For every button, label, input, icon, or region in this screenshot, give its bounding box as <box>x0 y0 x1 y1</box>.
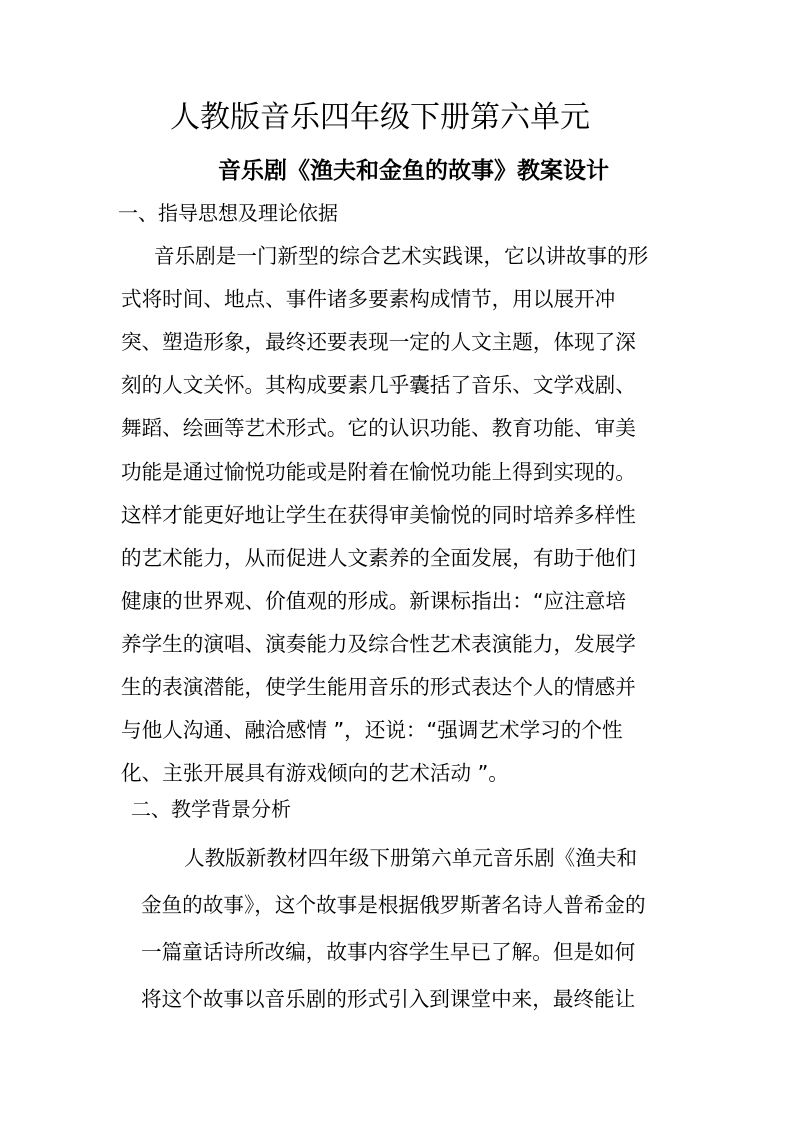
paragraph-line: 音乐剧是一门新型的综合艺术实践课，它以讲故事的形 <box>154 244 649 268</box>
paragraph-line: 与他人沟通、融洽感情 ”，还说：“强调艺术学习的个性 <box>121 718 623 743</box>
paragraph-line: 养学生的演唱、演奏能力及综合性艺术表演能力，发展学 <box>121 631 636 656</box>
paragraph-line: 人教版新教材四年级下册第六单元音乐剧《渔夫和 <box>184 846 638 870</box>
paragraph-line: 刻的人文关怀。其构成要素几乎囊括了音乐、文学戏剧、 <box>121 373 636 398</box>
paragraph-line: 功能是通过愉悦功能或是附着在愉悦功能上得到实现的。 <box>121 459 636 484</box>
paragraph-line: 化、主张开展具有游戏倾向的艺术活动 ”。 <box>121 761 509 786</box>
paragraph-line: 健康的世界观、价值观的形成。新课标指出：“应注意培 <box>121 588 626 613</box>
paragraph-line: 生的表演潜能，使学生能用音乐的形式表达个人的情感并 <box>121 675 636 699</box>
paragraph-line: 舞蹈、绘画等艺术形式。它的认识功能、教育功能、审美 <box>121 416 636 441</box>
paragraph-line: 的艺术能力，从而促进人文素养的全面发展，有助于他们 <box>121 545 636 570</box>
paragraph-line: 将这个故事以音乐剧的形式引入到课堂中来，最终能让 <box>141 987 636 1011</box>
paragraph-line: 一篇童话诗所改编，故事内容学生早已了解。但是如何 <box>141 940 636 964</box>
paragraph-line: 突、塑造形象，最终还要表现一定的人文主题，体现了深 <box>121 330 636 355</box>
paragraph-line: 这样才能更好地让学生在获得审美愉悦的同时培养多样性 <box>121 502 636 527</box>
paragraph-line: 式将时间、地点、事件诸多要素构成情节，用以展开冲 <box>121 287 616 312</box>
section-heading-guiding-ideas: 一、指导思想及理论依据 <box>118 201 338 225</box>
document-title: 人教版音乐四年级下册第六单元 <box>170 100 590 135</box>
paragraph-line: 金鱼的故事》，这个故事是根据俄罗斯著名诗人普希金的 <box>141 893 646 917</box>
document-subtitle: 音乐剧《渔夫和金鱼的故事》教案设计 <box>218 157 609 184</box>
section-heading-background: 二、教学背景分析 <box>131 797 291 821</box>
